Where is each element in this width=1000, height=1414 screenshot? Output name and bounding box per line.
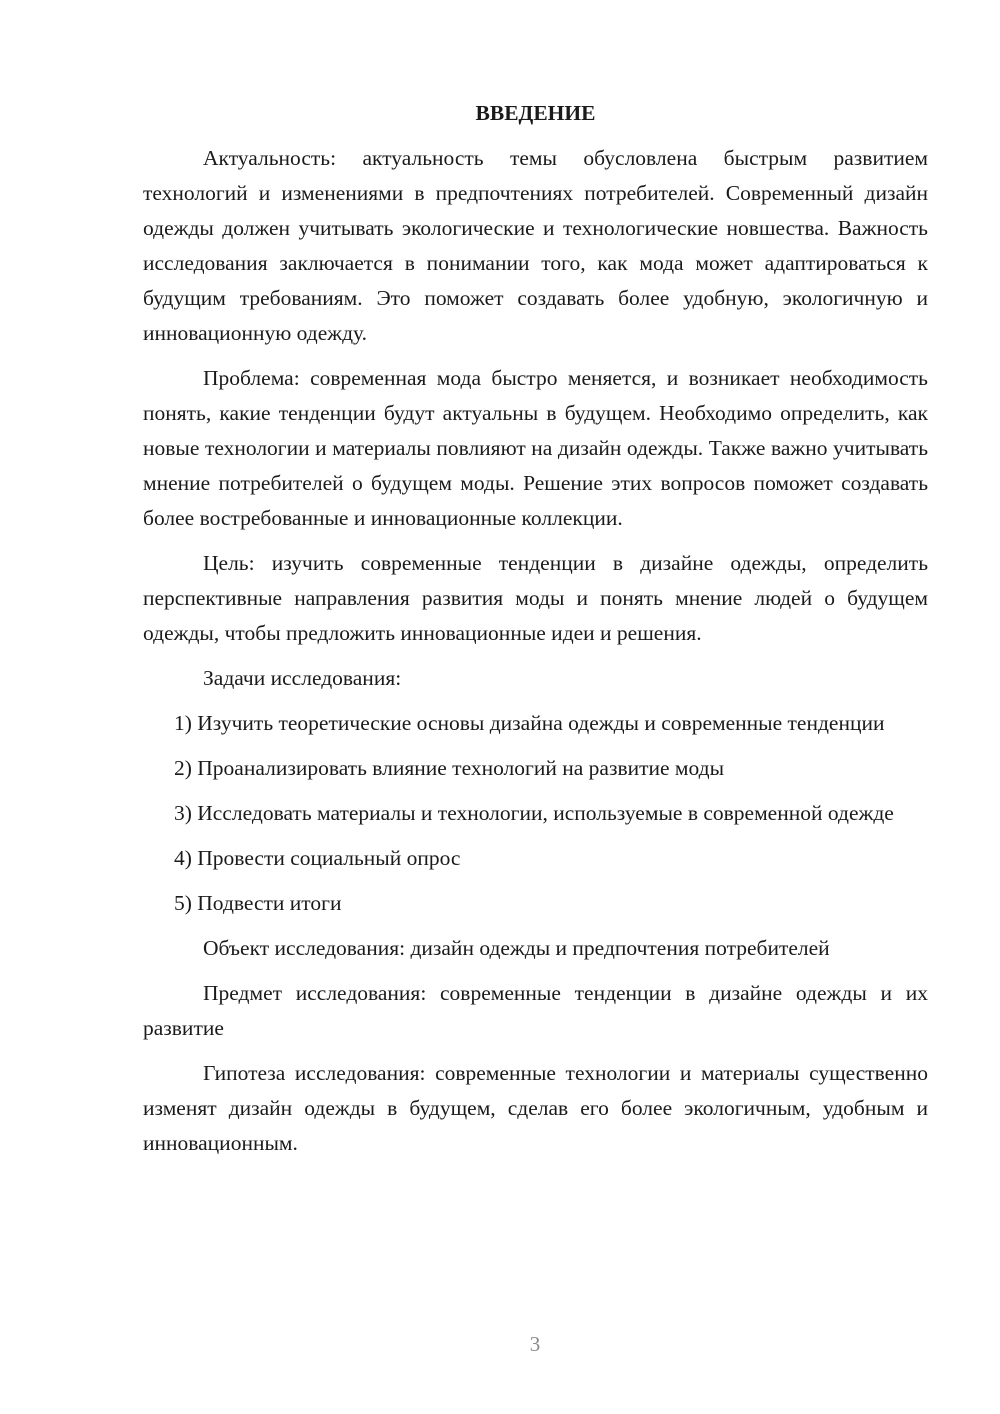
problem-paragraph: Проблема: современная мода быстро меняется, и возникает необходимость понять, какие тенденции будут актуальны в будущем. Необходимо определить, как новые технологии и материалы повлияют на дизайн одежды. Также важно учитывать мнение потребителей о будущем моды. Решение этих вопросов поможет создавать более востребованные и инновационные коллекции. (143, 366, 928, 530)
page-number: 3 (529, 1332, 541, 1356)
task-item-1: 1) Изучить теоретические основы дизайна одежды и современные тенденции (174, 711, 885, 735)
task-item-3: 3) Исследовать материалы и технологии, используемые в современной одежде (174, 801, 894, 825)
hypothesis-paragraph: Гипотеза исследования: современные технологии и материалы существенно изменят дизайн одежды в будущем, сделав его более экологичным, удобным и инновационным. (143, 1061, 928, 1155)
document-page (143, 96, 928, 1171)
task-item-2: 2) Проанализировать влияние технологий на развитие моды (174, 756, 725, 780)
relevance-paragraph: Актуальность: актуальность темы обусловлена быстрым развитием технологий и изменениями в предпочтениях потребителей. Современный дизайн одежды должен учитывать экологические и технологические новшества. Важность исследования заключается в понимании того, как мода может адаптироваться к будущим требованиям. Это поможет создавать более удобную, экологичную и инновационную одежду. (143, 146, 928, 345)
tasks-heading: Задачи исследования: (203, 666, 402, 690)
object-paragraph: Объект исследования: дизайн одежды и предпочтения потребителей (203, 936, 830, 960)
goal-paragraph: Цель: изучить современные тенденции в дизайне одежды, определить перспективные направления развития моды и понять мнение людей о будущем одежды, чтобы предложить инновационные идеи и решения. (143, 551, 928, 645)
subject-paragraph: Предмет исследования: современные тенденции в дизайне одежды и их развитие (143, 981, 928, 1040)
task-item-4: 4) Провести социальный опрос (174, 846, 461, 870)
task-item-5: 5) Подвести итоги (174, 891, 342, 915)
page-title: ВВЕДЕНИЕ (475, 101, 596, 125)
